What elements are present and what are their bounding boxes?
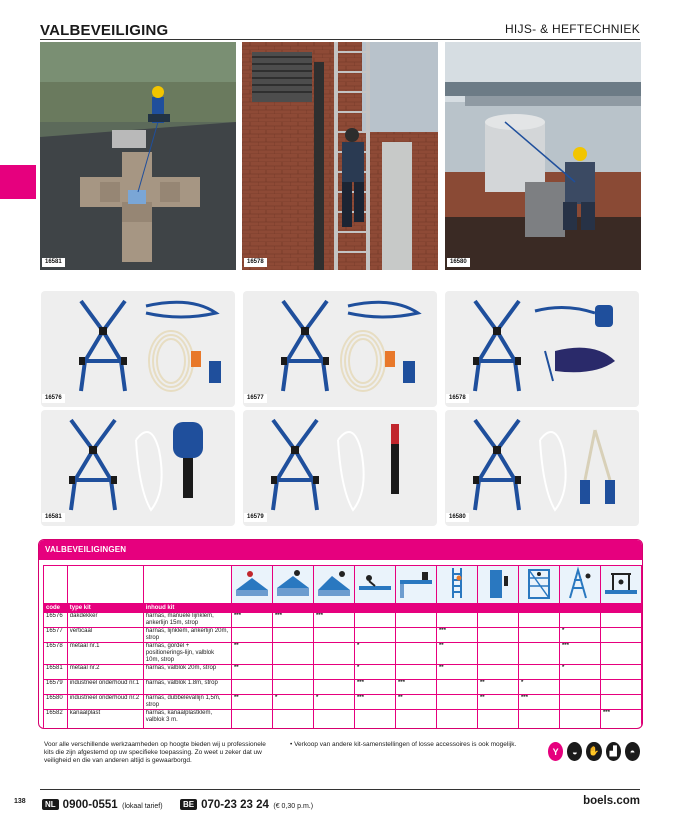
product-code: 16577 [244, 394, 267, 403]
confined-space-icon [600, 566, 641, 604]
kit-matrix [43, 565, 642, 729]
table-row: 16582 kanaalplast harnas, kanaalplastklem, valblok 3 m. *** [44, 710, 642, 729]
table-row: 16576 dakdekker harnas, manuele lijnklem, ankerlijn 15m, strop *** *** *** [44, 613, 642, 628]
website-link[interactable]: boels.com [583, 795, 640, 807]
boots-icon: ▟ [606, 742, 621, 761]
gloves-icon: ✋ [586, 742, 601, 761]
nl-phone[interactable]: 0900-0551 [62, 799, 118, 811]
product-card[interactable] [41, 291, 235, 407]
table-row: 16579 industrieel onderhoud nr.1 harnas, valblok 1.8m, strop *** *** ** * [44, 680, 642, 695]
tower-icon [559, 566, 600, 604]
be-flag: BE [180, 799, 197, 810]
footer-divider [40, 789, 640, 790]
scaffold-icon [518, 566, 559, 604]
photo-code: 16578 [244, 258, 267, 267]
product-code: 16580 [446, 513, 469, 522]
product-code: 16576 [42, 394, 65, 403]
table-header-bar [39, 540, 642, 560]
harness-rope-kit-icon [41, 291, 235, 407]
table-row: 16577 verticaal harnas, lijnklem, ankerlijn 20m, strop *** * [44, 628, 642, 643]
nl-flag: NL [42, 799, 59, 810]
product-card[interactable] [41, 410, 235, 526]
product-card[interactable] [445, 291, 639, 407]
harness-block-kit-icon [41, 410, 235, 526]
chapter-tab [0, 165, 36, 199]
harness-strap-kit-icon [243, 410, 437, 526]
title-divider [40, 39, 640, 40]
intro-note: Voor alle verschillende werkzaamheden op hoogte bieden wij u professionele kits die zijn afgestemd op uw specifieke toepassing. Zo weet u zeker dat uw veiligheid en die van anderen altijd is gewaarborgd. [44, 741, 266, 764]
helmet-icon: ◒ [567, 742, 582, 761]
harness-rope-kit-icon [243, 291, 437, 407]
be-rate: (€ 0,30 p.m.) [273, 803, 314, 810]
table-title: VALBEVEILIGINGEN [45, 545, 127, 554]
table-row: 16581 metaal nr.2 harnas, valblok 20m, strop ** * ** * [44, 665, 642, 680]
table-row: 16580 industrieel onderhoud nr.2 harnas, dubbelevallijn 1,5m, strop ** * * *** ** ** *** [44, 695, 642, 710]
harness-required-icon: Y [548, 742, 563, 761]
product-code: 16579 [244, 513, 267, 522]
section-title: HIJS- & HEFTECHNIEK [504, 22, 640, 36]
photo-ladder-climber [242, 42, 438, 270]
table-row: 16578 metaal nr.1 harnas, gordel + positionerings-lijn, valblok 10m, strop ** * ** *** [44, 643, 642, 665]
beam-icon [354, 566, 395, 604]
platform-edge-icon [395, 566, 436, 604]
nl-rate: (lokaal tarief) [122, 803, 163, 810]
col-type: type kit [67, 604, 143, 613]
product-card[interactable] [445, 410, 639, 526]
col-content: inhoud kit [143, 604, 231, 613]
photo-roof-worker [40, 42, 236, 270]
sales-note: • Verkoop van andere kit-samenstellingen of losse accessoires is ook mogelijk. [290, 741, 517, 748]
hardhat-icon: ◓ [625, 742, 640, 761]
photo-code: 16580 [447, 258, 470, 267]
col-code: code [44, 604, 68, 613]
page-number: 138 [14, 798, 26, 805]
be-contact [180, 795, 313, 813]
safety-icons [548, 742, 640, 762]
nl-contact [42, 795, 163, 813]
pitched-roof-icon [313, 566, 354, 604]
product-card[interactable] [243, 291, 437, 407]
column-icon [477, 566, 518, 604]
harness-belt-kit-icon [445, 291, 639, 407]
roof-worker-photo-icon [40, 42, 236, 270]
product-table [38, 539, 643, 729]
product-card[interactable] [243, 410, 437, 526]
harness-double-strap-kit-icon [445, 410, 639, 526]
photo-code: 16581 [42, 258, 65, 267]
be-phone[interactable]: 070-23 23 24 [201, 799, 269, 811]
industrial-worker-photo-icon [445, 42, 641, 270]
ladder-climber-photo-icon [242, 42, 438, 270]
page-title: VALBEVEILIGING [40, 22, 169, 39]
product-code: 16581 [42, 513, 65, 522]
flat-roof-icon [272, 566, 313, 604]
product-code: 16578 [446, 394, 469, 403]
photo-industrial-worker [445, 42, 641, 270]
roof-ridge-icon [231, 566, 272, 604]
ladder-icon [436, 566, 477, 604]
